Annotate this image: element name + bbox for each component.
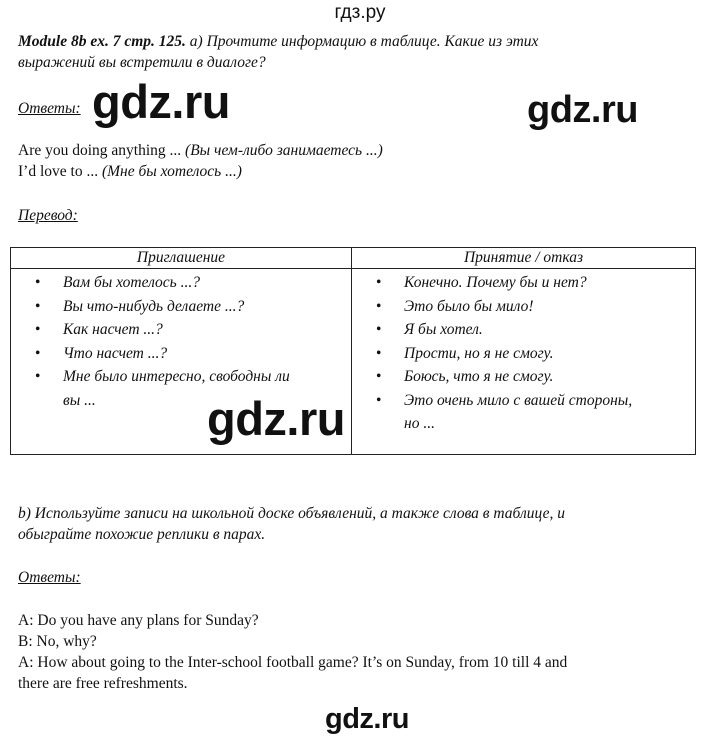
watermark-4: gdz.ru: [325, 703, 409, 735]
answer-a-2: [18, 161, 242, 182]
list-item-text-cont: вы ...: [63, 391, 96, 409]
dialogue-line-1: A: Do you have any plans for Sunday?: [18, 612, 259, 629]
response-list: [352, 271, 695, 436]
dialogue-line-3: A: How about going to the Inter-school football game? It’s on Sunday, from 10 till 4 and: [18, 654, 568, 671]
table-header-invitation: Приглашение: [11, 248, 352, 269]
task-b-text-1: b) Используйте записи на школьной доске объявлений, а также слова в таблице, и: [18, 505, 565, 522]
task-a-text-1: а) Прочтите информацию в таблице. Какие из этих: [185, 33, 539, 50]
list-item-text-cont: но ...: [404, 415, 435, 432]
translation-label: Перевод:: [18, 207, 78, 224]
list-item: [404, 389, 695, 436]
response-cell: [352, 269, 696, 455]
watermark-3: gdz.ru: [207, 392, 345, 445]
answer-a-2-en: I’d love to ...: [18, 163, 102, 180]
list-item: • Конечно. Почему бы и нет?: [404, 271, 695, 295]
list-item-text: Мне было интересно, свободны ли: [63, 368, 290, 385]
dialogue-line-4: there are free refreshments.: [18, 675, 188, 692]
task-a-text-2: выражений вы встретили в диалоге?: [18, 54, 266, 71]
task-b-text-2: обыграйте похожие реплики в парах.: [18, 526, 266, 543]
answer-a-1: [18, 140, 383, 161]
module-label: Module 8b ex. 7 стр. 125.: [18, 33, 186, 50]
table-header-response: Принятие / отказ: [352, 248, 696, 269]
answer-a-1-en: Are you doing anything ...: [18, 142, 186, 159]
list-item: • Что насчет ...?: [63, 342, 351, 366]
answer-a-2-ru: (Мне бы хотелось ...): [101, 163, 242, 180]
list-item: • Вам бы хотелось ...?: [63, 271, 351, 295]
answers-b-label: Ответы:: [18, 569, 81, 586]
list-item: • Я бы хотел.: [404, 318, 695, 342]
answers-label: Ответы:: [18, 100, 81, 117]
list-item: • Боюсь, что я не смогу.: [404, 365, 695, 389]
list-item: • Это было бы мило!: [404, 295, 695, 319]
list-item: • Прости, но я не смогу.: [404, 342, 695, 366]
site-header: гдз.ру: [334, 2, 386, 23]
watermark-2: gdz.ru: [527, 89, 638, 131]
list-item-text: Это очень мило с вашей стороны,: [404, 391, 633, 409]
task-a-line-1: [18, 31, 538, 52]
phrases-table: [10, 247, 696, 455]
list-item: • Вы что-нибудь делаете ...?: [63, 295, 351, 319]
list-item: • Как насчет ...?: [63, 318, 351, 342]
dialogue-line-2: B: No, why?: [18, 633, 97, 650]
watermark-1: gdz.ru: [92, 75, 230, 128]
answer-a-1-ru: (Вы чем-либо занимаетесь ...): [185, 142, 383, 159]
